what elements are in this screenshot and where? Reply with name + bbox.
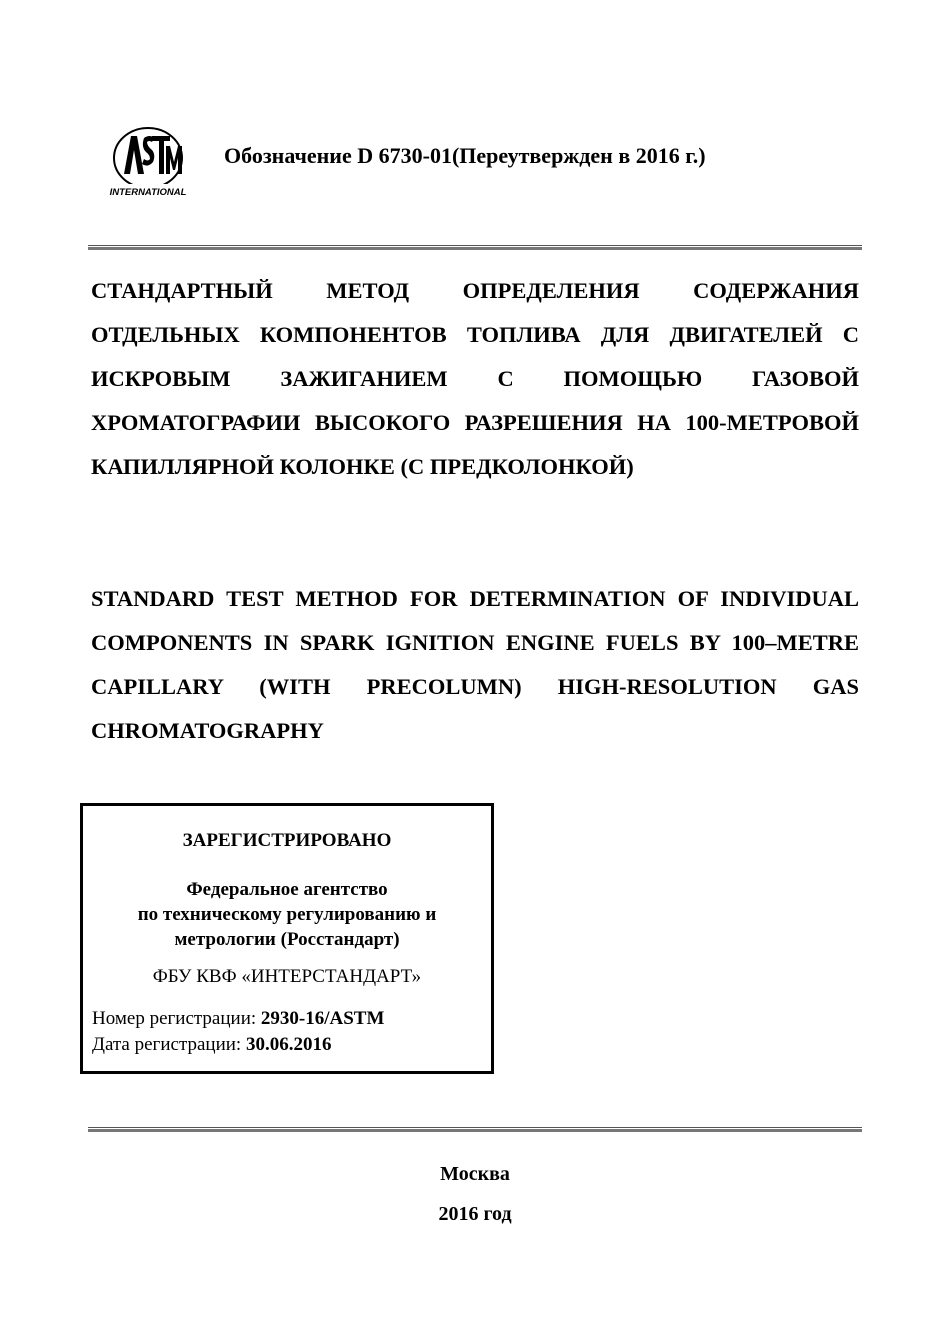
agency-line-2: по техническому регулированию и	[137, 904, 437, 925]
agency-line-3: метрологии (Росстандарт)	[174, 929, 400, 950]
footer-city: Москва	[440, 1163, 510, 1185]
standard-designation: Обозначение D 6730-01(Переутвержден в 2016 г.)	[224, 143, 706, 168]
registration-box	[80, 803, 494, 1074]
registration-date-label: Дата регистрации:	[92, 1034, 246, 1055]
registration-agency	[83, 877, 491, 952]
registration-number-value: 2930-16/ASTM	[260, 1008, 385, 1029]
footer-year: 2016 год	[438, 1203, 512, 1225]
title-russian: СТАНДАРТНЫЙ МЕТОД ОПРЕДЕЛЕНИЯ СОДЕРЖАНИЯ ОТДЕЛЬНЫХ КОМПОНЕНТОВ ТОПЛИВА ДЛЯ ДВИГАТЕЛЕЙ С ИСКРОВЫМ ЗАЖИГАНИЕМ С ПОМОЩЬЮ ГАЗОВОЙ ХРОМАТОГРАФИИ ВЫСОКОГО РАЗРЕШЕНИЯ НА 100-МЕТРОВОЙ КАПИЛЛЯРНОЙ КОЛОНКЕ (С ПРЕДКОЛОНКОЙ)	[91, 278, 859, 479]
registration-heading: ЗАРЕГИСТРИРОВАНО	[182, 830, 392, 851]
logo-caption: INTERNATIONAL	[109, 187, 187, 198]
registration-number	[92, 1008, 384, 1030]
bottom-divider	[88, 1127, 862, 1133]
registration-organization: ФБУ КВФ «ИНТЕРСТАНДАРТ»	[152, 966, 422, 987]
registration-date-value: 30.06.2016	[245, 1034, 332, 1055]
agency-line-1: Федеральное агентство	[186, 879, 388, 900]
astm-logo-icon	[104, 122, 192, 202]
document-header	[104, 122, 864, 202]
registration-number-label: Номер регистрации:	[92, 1008, 261, 1029]
registration-date	[92, 1034, 331, 1056]
title-english: STANDARD TEST METHOD FOR DETERMINATION OF INDIVIDUAL COMPONENTS IN SPARK IGNITION ENGINE FUELS BY 100–METRE CAPILLARY (WITH PRECOLUMN) HIGH-RESOLUTION GAS CHROMATOGRAPHY	[91, 586, 859, 743]
top-divider	[88, 245, 862, 251]
